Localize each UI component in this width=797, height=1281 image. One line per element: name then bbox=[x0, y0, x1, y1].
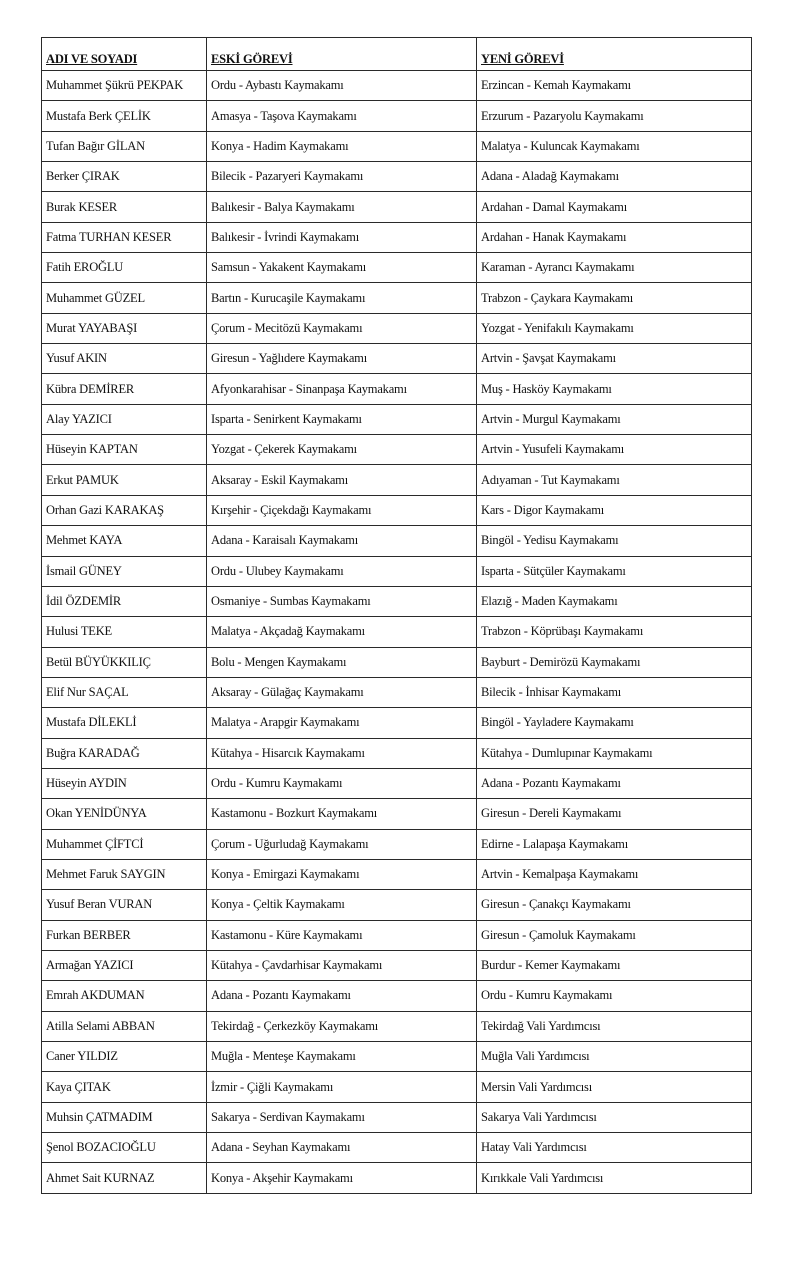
table-body bbox=[42, 71, 752, 1194]
cell-name: Fatma TURHAN KESER bbox=[42, 222, 207, 252]
cell-name: Alay YAZICI bbox=[42, 404, 207, 434]
cell-new-position: Karaman - Ayrancı Kaymakamı bbox=[477, 253, 752, 283]
cell-old-position: Bolu - Mengen Kaymakamı bbox=[207, 647, 477, 677]
cell-name: Muhammet GÜZEL bbox=[42, 283, 207, 313]
table-header-row bbox=[42, 38, 752, 71]
cell-new-position: Giresun - Çanakçı Kaymakamı bbox=[477, 890, 752, 920]
table-row bbox=[42, 374, 752, 404]
cell-name: Furkan BERBER bbox=[42, 920, 207, 950]
cell-old-position: Konya - Akşehir Kaymakamı bbox=[207, 1163, 477, 1193]
cell-old-position: Yozgat - Çekerek Kaymakamı bbox=[207, 435, 477, 465]
table-row bbox=[42, 890, 752, 920]
cell-old-position: Osmaniye - Sumbas Kaymakamı bbox=[207, 586, 477, 616]
table-row bbox=[42, 708, 752, 738]
table-row bbox=[42, 283, 752, 313]
cell-new-position: Artvin - Şavşat Kaymakamı bbox=[477, 344, 752, 374]
cell-old-position: Ordu - Kumru Kaymakamı bbox=[207, 768, 477, 798]
cell-new-position: Muğla Vali Yardımcısı bbox=[477, 1042, 752, 1072]
table-row bbox=[42, 253, 752, 283]
cell-new-position: Ardahan - Hanak Kaymakamı bbox=[477, 222, 752, 252]
cell-name: Tufan Bağır GİLAN bbox=[42, 131, 207, 161]
cell-new-position: Bilecik - İnhisar Kaymakamı bbox=[477, 677, 752, 707]
table-row bbox=[42, 1042, 752, 1072]
cell-name: Emrah AKDUMAN bbox=[42, 981, 207, 1011]
cell-old-position: Bilecik - Pazaryeri Kaymakamı bbox=[207, 162, 477, 192]
table-row bbox=[42, 647, 752, 677]
cell-new-position: Giresun - Çamoluk Kaymakamı bbox=[477, 920, 752, 950]
cell-old-position: Çorum - Uğurludağ Kaymakamı bbox=[207, 829, 477, 859]
cell-new-position: Artvin - Murgul Kaymakamı bbox=[477, 404, 752, 434]
cell-name: Buğra KARADAĞ bbox=[42, 738, 207, 768]
cell-new-position: Malatya - Kuluncak Kaymakamı bbox=[477, 131, 752, 161]
cell-new-position: Erzincan - Kemah Kaymakamı bbox=[477, 71, 752, 101]
table-row bbox=[42, 435, 752, 465]
cell-old-position: İzmir - Çiğli Kaymakamı bbox=[207, 1072, 477, 1102]
table-row bbox=[42, 404, 752, 434]
table-row bbox=[42, 1163, 752, 1193]
header-name: ADI VE SOYADI bbox=[42, 38, 207, 71]
table-row bbox=[42, 495, 752, 525]
cell-old-position: Tekirdağ - Çerkezköy Kaymakamı bbox=[207, 1011, 477, 1041]
cell-name: Muhammet Şükrü PEKPAK bbox=[42, 71, 207, 101]
cell-old-position: Konya - Çeltik Kaymakamı bbox=[207, 890, 477, 920]
cell-old-position: Adana - Karaisalı Kaymakamı bbox=[207, 526, 477, 556]
table-row bbox=[42, 344, 752, 374]
cell-new-position: Artvin - Kemalpaşa Kaymakamı bbox=[477, 859, 752, 889]
cell-old-position: Muğla - Menteşe Kaymakamı bbox=[207, 1042, 477, 1072]
cell-name: Mustafa Berk ÇELİK bbox=[42, 101, 207, 131]
table-row bbox=[42, 222, 752, 252]
cell-name: İdil ÖZDEMİR bbox=[42, 586, 207, 616]
cell-new-position: Kırıkkale Vali Yardımcısı bbox=[477, 1163, 752, 1193]
cell-name: Orhan Gazi KARAKAŞ bbox=[42, 495, 207, 525]
table-row bbox=[42, 313, 752, 343]
table-row bbox=[42, 1133, 752, 1163]
cell-new-position: Adana - Pozantı Kaymakamı bbox=[477, 768, 752, 798]
header-old-position: ESKİ GÖREVİ bbox=[207, 38, 477, 71]
cell-name: Elif Nur SAÇAL bbox=[42, 677, 207, 707]
table-row bbox=[42, 162, 752, 192]
cell-old-position: Aksaray - Gülağaç Kaymakamı bbox=[207, 677, 477, 707]
cell-old-position: Isparta - Senirkent Kaymakamı bbox=[207, 404, 477, 434]
cell-name: Kaya ÇITAK bbox=[42, 1072, 207, 1102]
table-row bbox=[42, 768, 752, 798]
table-row bbox=[42, 738, 752, 768]
cell-new-position: Ardahan - Damal Kaymakamı bbox=[477, 192, 752, 222]
cell-new-position: Bayburt - Demirözü Kaymakamı bbox=[477, 647, 752, 677]
cell-new-position: Tekirdağ Vali Yardımcısı bbox=[477, 1011, 752, 1041]
cell-old-position: Kırşehir - Çiçekdağı Kaymakamı bbox=[207, 495, 477, 525]
cell-new-position: Giresun - Dereli Kaymakamı bbox=[477, 799, 752, 829]
cell-old-position: Balıkesir - Balya Kaymakamı bbox=[207, 192, 477, 222]
table-row bbox=[42, 981, 752, 1011]
cell-new-position: Edirne - Lalapaşa Kaymakamı bbox=[477, 829, 752, 859]
cell-old-position: Balıkesir - İvrindi Kaymakamı bbox=[207, 222, 477, 252]
cell-old-position: Malatya - Arapgir Kaymakamı bbox=[207, 708, 477, 738]
table-row bbox=[42, 71, 752, 101]
cell-name: Armağan YAZICI bbox=[42, 950, 207, 980]
table-row bbox=[42, 101, 752, 131]
table-row bbox=[42, 677, 752, 707]
table-row bbox=[42, 131, 752, 161]
cell-old-position: Kastamonu - Küre Kaymakamı bbox=[207, 920, 477, 950]
cell-new-position: Bingöl - Yedisu Kaymakamı bbox=[477, 526, 752, 556]
cell-old-position: Bartın - Kurucaşile Kaymakamı bbox=[207, 283, 477, 313]
cell-name: Erkut PAMUK bbox=[42, 465, 207, 495]
cell-name: Yusuf AKIN bbox=[42, 344, 207, 374]
cell-name: Berker ÇIRAK bbox=[42, 162, 207, 192]
table-row bbox=[42, 829, 752, 859]
cell-name: Murat YAYABAŞI bbox=[42, 313, 207, 343]
cell-new-position: Burdur - Kemer Kaymakamı bbox=[477, 950, 752, 980]
cell-name: Caner YILDIZ bbox=[42, 1042, 207, 1072]
cell-old-position: Kastamonu - Bozkurt Kaymakamı bbox=[207, 799, 477, 829]
cell-old-position: Kütahya - Çavdarhisar Kaymakamı bbox=[207, 950, 477, 980]
cell-name: Şenol BOZACIOĞLU bbox=[42, 1133, 207, 1163]
cell-new-position: Yozgat - Yenifakılı Kaymakamı bbox=[477, 313, 752, 343]
cell-old-position: Amasya - Taşova Kaymakamı bbox=[207, 101, 477, 131]
cell-name: Mehmet Faruk SAYGIN bbox=[42, 859, 207, 889]
cell-name: Hüseyin AYDIN bbox=[42, 768, 207, 798]
table-row bbox=[42, 556, 752, 586]
cell-name: Yusuf Beran VURAN bbox=[42, 890, 207, 920]
cell-old-position: Malatya - Akçadağ Kaymakamı bbox=[207, 617, 477, 647]
cell-new-position: Hatay Vali Yardımcısı bbox=[477, 1133, 752, 1163]
cell-new-position: Artvin - Yusufeli Kaymakamı bbox=[477, 435, 752, 465]
table-row bbox=[42, 586, 752, 616]
table-row bbox=[42, 799, 752, 829]
cell-new-position: Kütahya - Dumlupınar Kaymakamı bbox=[477, 738, 752, 768]
table-row bbox=[42, 859, 752, 889]
cell-name: Betül BÜYÜKKILIÇ bbox=[42, 647, 207, 677]
cell-old-position: Afyonkarahisar - Sinanpaşa Kaymakamı bbox=[207, 374, 477, 404]
cell-name: Mustafa DİLEKLİ bbox=[42, 708, 207, 738]
table-row bbox=[42, 1011, 752, 1041]
cell-old-position: Samsun - Yakakent Kaymakamı bbox=[207, 253, 477, 283]
cell-new-position: Bingöl - Yayladere Kaymakamı bbox=[477, 708, 752, 738]
table-row bbox=[42, 1102, 752, 1132]
table-row bbox=[42, 526, 752, 556]
cell-name: Fatih EROĞLU bbox=[42, 253, 207, 283]
cell-old-position: Giresun - Yağlıdere Kaymakamı bbox=[207, 344, 477, 374]
cell-old-position: Sakarya - Serdivan Kaymakamı bbox=[207, 1102, 477, 1132]
cell-old-position: Konya - Emirgazi Kaymakamı bbox=[207, 859, 477, 889]
cell-new-position: Sakarya Vali Yardımcısı bbox=[477, 1102, 752, 1132]
table-row bbox=[42, 920, 752, 950]
cell-name: Kübra DEMİRER bbox=[42, 374, 207, 404]
cell-old-position: Kütahya - Hisarcık Kaymakamı bbox=[207, 738, 477, 768]
table-row bbox=[42, 617, 752, 647]
table-row bbox=[42, 1072, 752, 1102]
appointments-table bbox=[41, 37, 752, 1194]
cell-name: İsmail GÜNEY bbox=[42, 556, 207, 586]
cell-old-position: Adana - Pozantı Kaymakamı bbox=[207, 981, 477, 1011]
cell-new-position: Elazığ - Maden Kaymakamı bbox=[477, 586, 752, 616]
table-row bbox=[42, 192, 752, 222]
table-row bbox=[42, 465, 752, 495]
cell-name: Mehmet KAYA bbox=[42, 526, 207, 556]
cell-new-position: Isparta - Sütçüler Kaymakamı bbox=[477, 556, 752, 586]
cell-old-position: Ordu - Aybastı Kaymakamı bbox=[207, 71, 477, 101]
header-new-position: YENİ GÖREVİ bbox=[477, 38, 752, 71]
cell-old-position: Aksaray - Eskil Kaymakamı bbox=[207, 465, 477, 495]
cell-old-position: Ordu - Ulubey Kaymakamı bbox=[207, 556, 477, 586]
cell-new-position: Muş - Hasköy Kaymakamı bbox=[477, 374, 752, 404]
cell-name: Ahmet Sait KURNAZ bbox=[42, 1163, 207, 1193]
cell-new-position: Ordu - Kumru Kaymakamı bbox=[477, 981, 752, 1011]
cell-name: Okan YENİDÜNYA bbox=[42, 799, 207, 829]
cell-name: Muhammet ÇİFTCİ bbox=[42, 829, 207, 859]
cell-old-position: Konya - Hadim Kaymakamı bbox=[207, 131, 477, 161]
cell-name: Burak KESER bbox=[42, 192, 207, 222]
cell-new-position: Trabzon - Çaykara Kaymakamı bbox=[477, 283, 752, 313]
cell-new-position: Adıyaman - Tut Kaymakamı bbox=[477, 465, 752, 495]
cell-name: Muhsin ÇATMADIM bbox=[42, 1102, 207, 1132]
cell-name: Hüseyin KAPTAN bbox=[42, 435, 207, 465]
cell-new-position: Mersin Vali Yardımcısı bbox=[477, 1072, 752, 1102]
cell-new-position: Kars - Digor Kaymakamı bbox=[477, 495, 752, 525]
cell-new-position: Erzurum - Pazaryolu Kaymakamı bbox=[477, 101, 752, 131]
cell-old-position: Çorum - Mecitözü Kaymakamı bbox=[207, 313, 477, 343]
cell-old-position: Adana - Seyhan Kaymakamı bbox=[207, 1133, 477, 1163]
cell-new-position: Trabzon - Köprübaşı Kaymakamı bbox=[477, 617, 752, 647]
cell-name: Hulusi TEKE bbox=[42, 617, 207, 647]
table-row bbox=[42, 950, 752, 980]
cell-name: Atilla Selami ABBAN bbox=[42, 1011, 207, 1041]
cell-new-position: Adana - Aladağ Kaymakamı bbox=[477, 162, 752, 192]
